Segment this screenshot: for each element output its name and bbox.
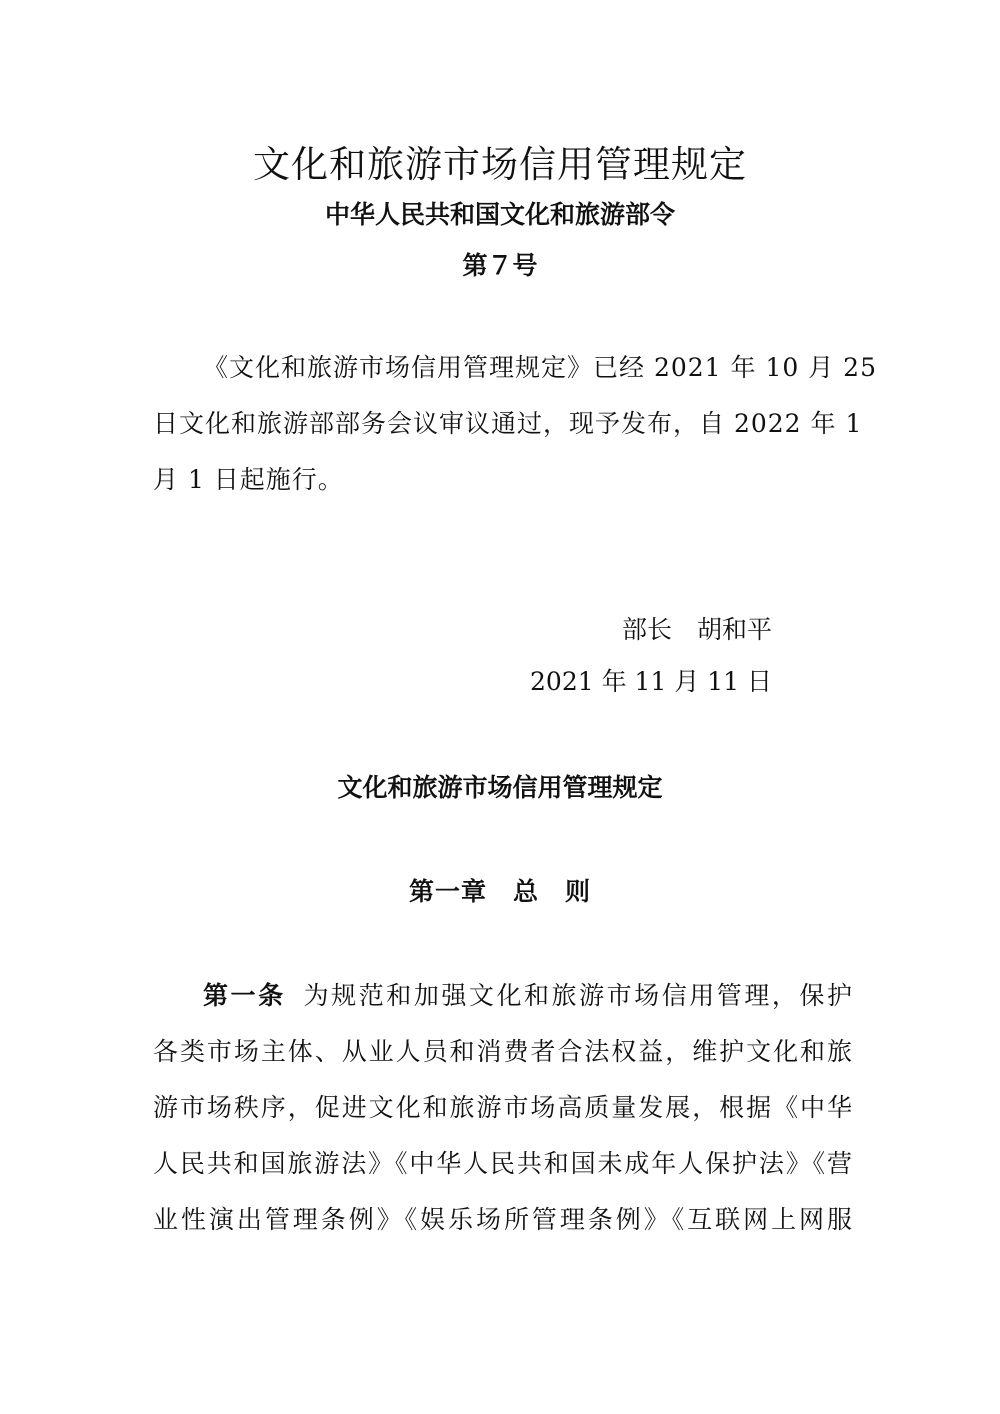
article-label: 第一条 [203, 981, 286, 1010]
issuer-line: 中华人民共和国文化和旅游部令 [324, 200, 675, 229]
announcement-line-2: 日文化和旅游部部务会议审议通过，现予发布，自 2022 年 1 [153, 409, 863, 438]
article-1-line-3: 游市场秩序，促进文化和旅游市场高质量发展，根据《中华 [153, 1093, 853, 1122]
article-1-line-5: 业性演出管理条例》《娱乐场所管理条例》《互联网上网服 [153, 1205, 853, 1234]
document-title: 文化和旅游市场信用管理规定 [253, 143, 747, 186]
signatory: 部长 胡和平 [621, 615, 772, 644]
article-1-line-1 [153, 976, 853, 1016]
article-1-text-start: 为规范和加强文化和旅游市场信用管理，保护 [303, 981, 853, 1010]
chapter-heading: 第一章 总 则 [408, 877, 591, 906]
signature-date: 2021 年 11 月 11 日 [530, 667, 772, 696]
article-1-line-4: 人民共和国旅游法》《中华人民共和国未成年人保护法》《营 [153, 1149, 853, 1178]
article-1-line-2: 各类市场主体、从业人员和消费者合法权益，维护文化和旅 [153, 1037, 853, 1066]
regulation-title: 文化和旅游市场信用管理规定 [337, 773, 663, 802]
order-number: 第７号 [462, 251, 538, 280]
announcement-line-3: 月 1 日起施行。 [153, 465, 344, 494]
announcement-line-1: 《文化和旅游市场信用管理规定》已经 2021 年 10 月 25 [203, 353, 877, 382]
